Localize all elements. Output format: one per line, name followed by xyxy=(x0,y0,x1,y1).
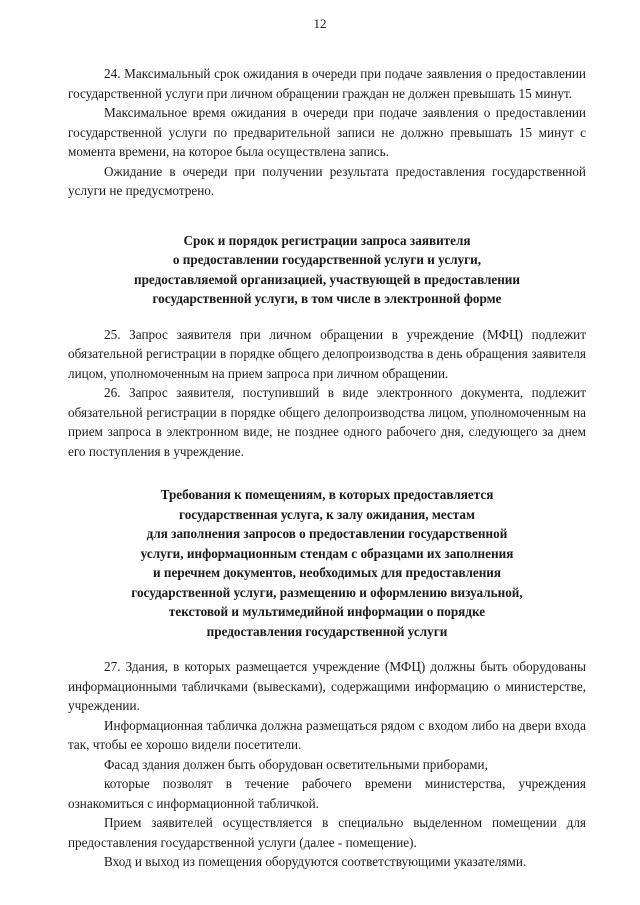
paragraph-27-lighting: которые позволят в течение рабочего времени министерства, учреждения ознакомиться с информационной табличкой. xyxy=(68,776,586,811)
page-number: 12 xyxy=(313,16,327,31)
document-body xyxy=(68,64,586,872)
paragraph-27-facade: Фасад здания должен быть оборудован осветительными приборами, xyxy=(104,756,488,772)
paragraph-27: 27. Здания, в которых размещается учреждение (МФЦ) должны быть оборудованы информационными табличками (вывесками), содержащими информацию о министерстве, учреждении. xyxy=(68,659,586,713)
paragraph-26: 26. Запрос заявителя, поступивший в виде электронного документа, подлежит обязательной регистрации в порядке общего делопроизводства лицом, уполномоченным на прием запроса в электронном виде, не позднее одного рабочего дня, следующего за днем его поступления в учреждение. xyxy=(68,385,586,459)
paragraph-25: 25. Запрос заявителя при личном обращении в учреждение (МФЦ) подлежит обязательной регистрации в порядке общего делопроизводства в день обращения заявителя лицом, уполномоченным на прием запроса при личном обращении. xyxy=(68,326,586,381)
heading-line: для заполнения запросов о предоставлении государственной xyxy=(146,526,508,541)
paragraph-27-info-plate: Информационная табличка должна размещаться рядом с входом либо на двери входа так, чтобы ее хорошо видели посетители. xyxy=(68,717,586,752)
heading-line: государственная услуга, к залу ожидания, местам xyxy=(179,506,475,522)
heading-line: услуги, информационным стендам с образцами их заполнения xyxy=(140,545,514,561)
section-heading-premises xyxy=(68,485,586,641)
paragraph-24-wait-time: Максимальное время ожидания в очереди при подаче заявления о предоставлении государственной услуги по предварительной записи не должно превышать 15 минут с момента времени, на которое была осуществлена запись. xyxy=(68,105,586,159)
section-heading-registration xyxy=(68,231,586,309)
heading-line: Требования к помещениям, в которых предоставляется xyxy=(160,487,494,502)
paragraph-24-result-wait: Ожидание в очереди при получении результата предоставления государственной услуги не предусмотрено. xyxy=(68,163,586,198)
heading-line: Срок и порядок регистрации запроса заявителя xyxy=(183,232,471,248)
heading-line: государственной услуги, размещению и оформлению визуальной, xyxy=(131,584,523,600)
paragraph-27-reception: Прием заявителей осуществляется в специально выделенном помещении для предоставления государственной услуги (далее - помещение). xyxy=(68,815,586,850)
heading-line: предоставления государственной услуги xyxy=(206,623,448,639)
heading-line: о предоставлении государственной услуги и услуги, xyxy=(172,252,482,267)
paragraph-27-signs: Вход и выход из помещения оборудуются соответствующими указателями. xyxy=(104,854,527,869)
heading-line: текстовой и мультимедийной информации о порядке xyxy=(168,604,486,619)
paragraph-24: 24. Максимальный срок ожидания в очереди при подаче заявления о предоставлении государственной услуги при личном обращении граждан не должен превышать 15 минут. xyxy=(68,66,586,101)
heading-line: предоставляемой организацией, участвующей в предоставлении xyxy=(134,271,520,287)
heading-line: и перечнем документов, необходимых для предоставления xyxy=(152,565,502,580)
heading-line: государственной услуги, в том числе в электронной форме xyxy=(152,291,502,306)
